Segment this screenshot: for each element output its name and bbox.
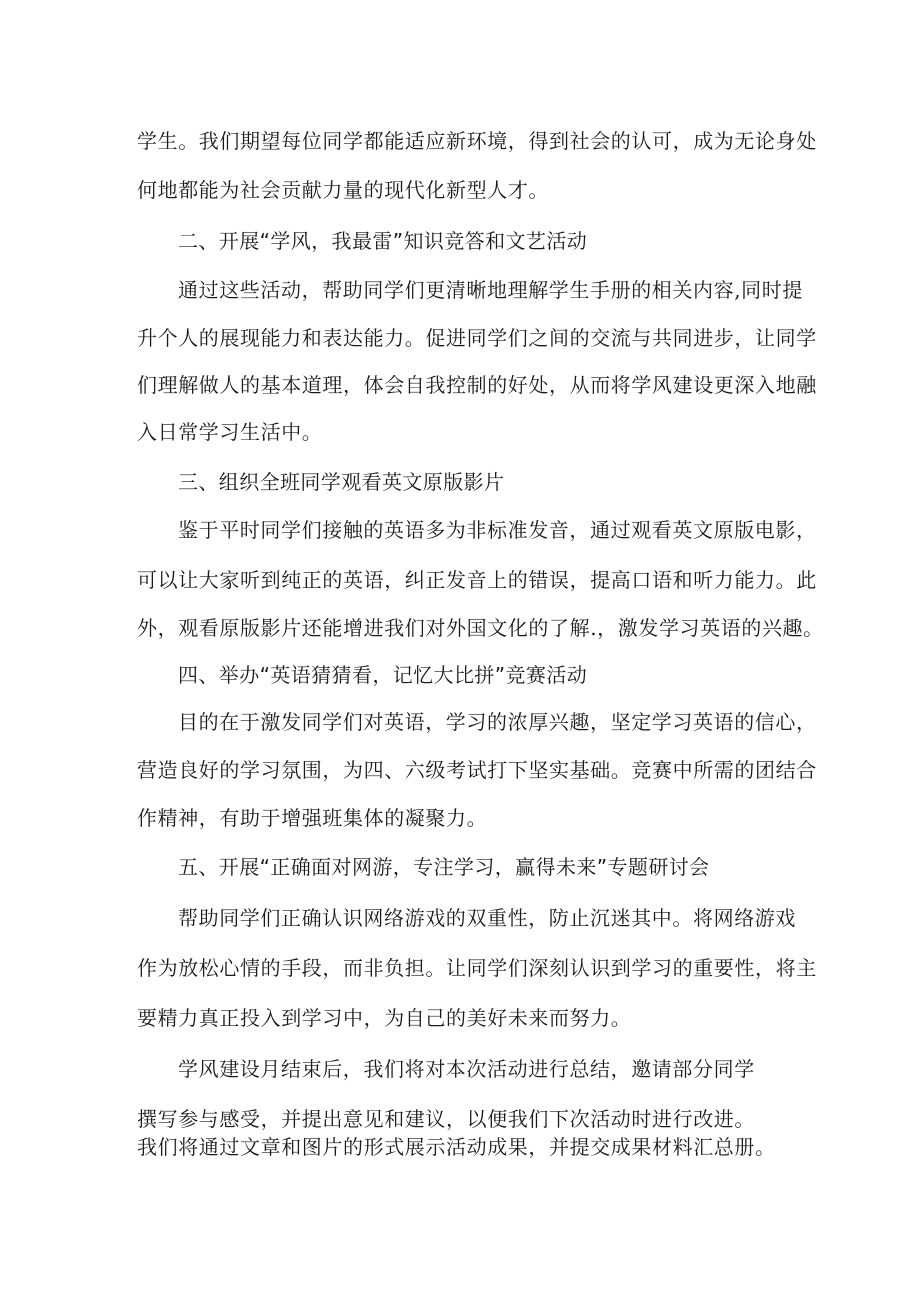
intro-line: 何地都能为社会贡献力量的现代化新型人才。 — [137, 178, 549, 202]
paragraph-line: 外，观看原版影片还能增进我们对外国文化的了解.，激发学习英语的兴趣。 — [137, 616, 824, 640]
paragraph-line: 入日常学习生活中。 — [137, 420, 323, 444]
paragraph-line: 作精神，有助于增强班集体的凝聚力。 — [137, 806, 488, 830]
section-heading: 五、开展“正确面对网游，专注学习，赢得未来”专题研讨会 — [178, 855, 710, 879]
paragraph-line: 营造良好的学习氛围，为四、六级考试打下坚实基础。竞赛中所需的团结合 — [137, 758, 817, 782]
paragraph-line: 们理解做人的基本道理，体会自我控制的好处，从而将学风建设更深入地融 — [137, 373, 817, 397]
paragraph-line: 帮助同学们正确认识网络游戏的双重性，防止沉迷其中。将网络游戏 — [178, 906, 796, 930]
paragraph-line: 鉴于平时同学们接触的英语多为非标准发音，通过观看英文原版电影， — [178, 518, 817, 542]
intro-line: 学生。我们期望每位同学都能适应新环境，得到社会的认可，成为无论身处 — [137, 129, 817, 153]
paragraph-line: 作为放松心情的手段，而非负担。让同学们深刻认识到学习的重要性，将主 — [137, 956, 817, 980]
paragraph-line: 升个人的展现能力和表达能力。促进同学们之间的交流与共同进步，让同学 — [137, 326, 817, 350]
closing-line: 学风建设月结束后，我们将对本次活动进行总结，邀请部分同学 — [178, 1057, 755, 1081]
section-heading: 三、组织全班同学观看英文原版影片 — [178, 470, 505, 494]
paragraph-line: 通过这些活动，帮助同学们更清晰地理解学生手册的相关内容,同时提 — [178, 278, 803, 302]
paragraph-line: 目的在于激发同学们对英语，学习的浓厚兴趣，坚定学习英语的信心， — [178, 710, 817, 734]
closing-line: 我们将通过文章和图片的形式展示活动成果，并提交成果材料汇总册。 — [137, 1135, 776, 1159]
paragraph-line: 可以让大家听到纯正的英语，纠正发音上的错误，提高口语和听力能力。此 — [137, 568, 817, 592]
paragraph-line: 要精力真正投入到学习中，为自己的美好未来而努力。 — [137, 1006, 632, 1030]
closing-line: 撰写参与感受，并提出意见和建议，以便我们下次活动时进行改进。 — [137, 1107, 755, 1131]
section-heading: 四、举办“英语猜猜看，记忆大比拼”竞赛活动 — [178, 663, 588, 687]
section-heading: 二、开展“学风，我最雷”知识竞答和文艺活动 — [178, 229, 588, 253]
